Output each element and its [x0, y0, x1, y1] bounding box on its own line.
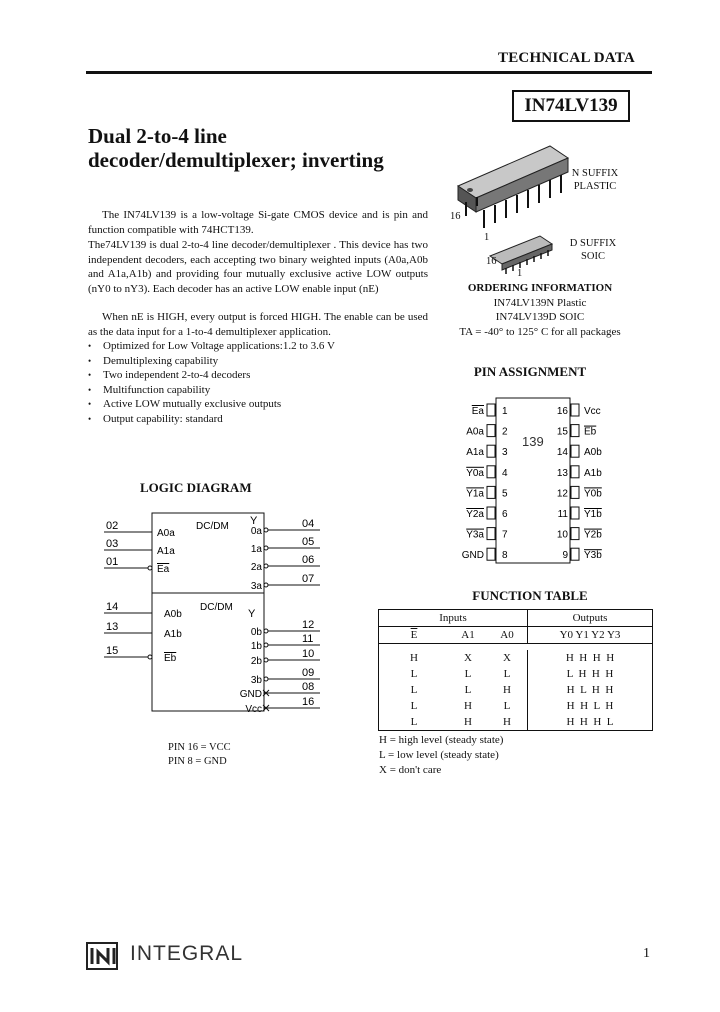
n-type: PLASTIC: [573, 181, 617, 192]
pin-label: Y1b: [584, 509, 602, 520]
pin-number: 9: [562, 550, 568, 562]
cell: L: [464, 684, 472, 696]
output-pin-number: 12: [302, 619, 315, 631]
inversion-bubble: [148, 566, 152, 570]
pin-note-gnd: PIN 8 = GND: [168, 756, 227, 767]
group-outputs: Outputs: [528, 610, 653, 627]
title-line1: Dual 2-to-4 line: [88, 124, 227, 148]
function-legend: [379, 733, 503, 778]
pin-number: 8: [502, 550, 508, 562]
table-row: [379, 666, 653, 682]
input-pin-number: 15: [106, 645, 119, 657]
input-label: Eb: [164, 653, 177, 664]
output-pin-number: 05: [302, 536, 315, 548]
pin-number: 1: [502, 406, 508, 417]
feature-item: • Active LOW mutually exclusive outputs: [88, 397, 335, 412]
d-suffix-label: [558, 237, 628, 263]
output-pin-number: 11: [302, 633, 314, 645]
cell: L: [464, 668, 472, 680]
d-suffix: D SUFFIX: [569, 238, 617, 249]
footer-brand: INTEGRAL: [130, 942, 244, 965]
pin-label: A1b: [584, 467, 602, 479]
input-pin-number: 03: [106, 538, 119, 550]
output-pin-number: 06: [302, 554, 315, 566]
output-pin-number: 10: [302, 648, 315, 660]
group-inputs: Inputs: [379, 610, 528, 627]
table-header-row: [379, 627, 653, 644]
pin-box: [571, 466, 579, 478]
input-label: A1a: [157, 546, 175, 557]
pin-box: [487, 548, 495, 560]
pin-number: 12: [556, 488, 568, 500]
output-label: 2a: [250, 562, 262, 573]
pin-assignment-heading: PIN ASSIGNMENT: [473, 364, 587, 379]
cell: L: [379, 682, 450, 698]
cell: L: [379, 698, 450, 714]
block-a-y: Y: [250, 515, 258, 527]
power-pin-number: 16: [302, 696, 315, 708]
block-b-y: Y: [248, 608, 256, 620]
cell: H H H H: [528, 650, 653, 666]
ordering-line: TA = -40° to 125° C for all packages: [459, 325, 621, 338]
output-label: 0b: [250, 627, 262, 638]
cell: L: [379, 666, 450, 682]
input-pin-number: 02: [106, 520, 119, 532]
output-pin-number: 09: [302, 667, 315, 679]
description-para1: The IN74LV139 is a low-voltage Si-gate CMOS device and is pin and function compatible with 74HCT139.: [88, 209, 428, 236]
pin-label: Y3a: [466, 529, 484, 541]
output-label: 1a: [250, 544, 262, 555]
description-para2: The74LV139 is dual 2-to-4 line decoder/demultiplexer . This device has two independent decoders, each accepting two binary weighted inputs (A0a,A0b and A1a,A1b) and providing four mutually exclusive active LOW outputs (nY0 to nY3). Each decoder has an active LOW enable input (nE): [88, 239, 428, 295]
ordering-heading: ORDERING INFORMATION: [467, 282, 613, 294]
pin-number: 11: [557, 509, 568, 520]
pin-label: A1a: [466, 447, 484, 459]
feature-item: • Optimized for Low Voltage applications:1.2 to 3.6 V: [88, 339, 335, 354]
pin-notes: [168, 741, 231, 769]
legend-item: H = high level (steady state): [379, 734, 504, 746]
description-para3: When nE is HIGH, every output is forced HIGH. The enable can be used as the data input for a 1-to-4 demultiplexer application.: [88, 311, 428, 338]
cell: L: [379, 714, 450, 731]
integral-logo-icon: [86, 942, 122, 970]
cell: X: [464, 652, 472, 664]
pin-label: Y2b: [584, 529, 602, 541]
inversion-bubble: [264, 643, 268, 647]
input-label: A0a: [157, 528, 175, 539]
pin-box: [487, 507, 495, 519]
package-illustrations: [440, 136, 640, 286]
ordering-information: [440, 281, 640, 339]
col-outputs: Y0 Y1 Y2 Y3: [528, 627, 653, 644]
power-label: GND: [239, 689, 262, 700]
output-label: 1b: [250, 641, 262, 652]
ordering-line: IN74LV139N Plastic: [493, 296, 587, 309]
inversion-bubble: [148, 655, 152, 659]
pin-number: 10: [556, 529, 568, 541]
input-pin-number: 01: [106, 556, 119, 568]
soic-pin16-label: 16: [486, 256, 497, 267]
header-technical-data: TECHNICAL DATA: [498, 50, 635, 66]
cell: H H H L: [528, 714, 653, 731]
pin-box: [571, 486, 579, 498]
cell: H: [487, 714, 528, 731]
legend-item: X = don't care: [379, 764, 442, 776]
pin-number: 14: [556, 447, 568, 459]
output-pin-number: 04: [302, 518, 315, 530]
table-row: [379, 714, 653, 731]
pin-note-vcc: PIN 16 = VCC: [168, 742, 231, 753]
inversion-bubble: [264, 564, 268, 568]
output-label: 2b: [250, 656, 262, 667]
function-table-heading: FUNCTION TABLE: [472, 588, 588, 603]
d-type: SOIC: [581, 251, 605, 262]
inversion-bubble: [264, 677, 268, 681]
pin-label: A0a: [466, 426, 484, 438]
pin-number: 6: [502, 509, 508, 520]
power-label: Vcc: [245, 704, 262, 715]
feature-list: [88, 339, 335, 427]
inversion-bubble: [264, 546, 268, 550]
input-pin-number: 13: [106, 621, 119, 633]
pin-box: [571, 507, 579, 519]
logic-diagram: [100, 505, 330, 720]
pin-number: 3: [502, 447, 508, 459]
pin-label: Y1a: [466, 488, 484, 500]
pin-label: A0b: [584, 447, 602, 459]
pin-box: [571, 445, 579, 457]
pin-number: 15: [556, 426, 568, 438]
header-rule: [86, 71, 652, 74]
pin-label: Y2a: [466, 509, 484, 520]
pin-label: GND: [461, 550, 484, 562]
feature-item: • Multifunction capability: [88, 383, 335, 398]
pin-box: [487, 466, 495, 478]
pin-box: [571, 528, 579, 540]
dip-pin1-label: 1: [484, 232, 490, 243]
cell: H: [487, 682, 528, 698]
pin-assignment-diagram: [440, 392, 630, 572]
chip-label: 139: [522, 434, 544, 449]
block-b-label: DC/DM: [200, 602, 233, 613]
input-pin-number: 14: [106, 601, 119, 613]
pin-number: 2: [502, 426, 508, 438]
output-pin-number: 07: [302, 573, 315, 585]
pin-label: Y0a: [466, 467, 484, 479]
input-label: A1b: [164, 629, 182, 640]
power-pin-number: 08: [302, 681, 315, 693]
pin-box: [571, 548, 579, 560]
soic-pin1-label: 1: [517, 268, 523, 279]
dip-pin16-label: 16: [450, 211, 461, 222]
pin-number: 7: [502, 529, 508, 541]
pin-number: 13: [556, 467, 568, 479]
col-a0: A0: [487, 627, 528, 644]
table-row: [379, 650, 653, 666]
n-suffix: N SUFFIX: [571, 168, 619, 179]
function-table: [378, 609, 653, 731]
title-line2: decoder/demultiplexer; inverting: [88, 148, 384, 172]
cell: L: [487, 666, 528, 682]
ordering-line: IN74LV139D SOIC: [495, 311, 585, 323]
feature-item: • Output capability: standard: [88, 412, 335, 427]
input-label: A0b: [164, 609, 182, 620]
table-group-row: [379, 610, 653, 627]
feature-item: • Two independent 2-to-4 decoders: [88, 368, 335, 383]
pin-box: [487, 404, 495, 416]
col-a1: A1: [449, 627, 487, 644]
pin-box: [487, 445, 495, 457]
page-number: 1: [643, 946, 650, 961]
inversion-bubble: [264, 528, 268, 532]
cell: H: [449, 714, 487, 731]
part-number-box: IN74LV139: [512, 90, 630, 122]
output-label: 3a: [250, 581, 262, 592]
inversion-bubble: [264, 583, 268, 587]
pin-number: 16: [556, 406, 568, 417]
pin-label: Ea: [471, 406, 484, 417]
table-row: [379, 698, 653, 714]
pin-label: Y3b: [584, 550, 602, 562]
feature-item: • Demultiplexing capability: [88, 354, 335, 369]
cell: H: [464, 700, 472, 712]
n-suffix-label: [560, 167, 630, 193]
pin-label: Vcc: [584, 406, 601, 417]
cell: H L H H: [528, 682, 653, 698]
cell: H H L H: [528, 698, 653, 714]
inversion-bubble: [264, 629, 268, 633]
pin-box: [487, 528, 495, 540]
pin-number: 4: [502, 467, 508, 479]
pin-label: Eb: [584, 426, 597, 438]
cell: X: [487, 650, 528, 666]
table-row: [379, 682, 653, 698]
logic-diagram-heading: LOGIC DIAGRAM: [140, 480, 252, 495]
cell: H: [379, 650, 450, 666]
pin-box: [487, 486, 495, 498]
output-label: 3b: [250, 675, 262, 686]
block-a-label: DC/DM: [196, 521, 229, 532]
pin-box: [487, 425, 495, 437]
pin-number: 5: [502, 488, 508, 500]
pin-label: Y0b: [584, 488, 602, 500]
pin-box: [571, 404, 579, 416]
pin-box: [571, 425, 579, 437]
legend-item: L = low level (steady state): [379, 749, 499, 761]
input-label: Ea: [157, 564, 170, 575]
cell: L: [487, 698, 528, 714]
col-e: $\overline{E}$: [379, 627, 450, 644]
cell: L H H H: [528, 666, 653, 682]
output-label: 0a: [250, 526, 262, 537]
inversion-bubble: [264, 658, 268, 662]
dip-package-image: [458, 146, 568, 228]
